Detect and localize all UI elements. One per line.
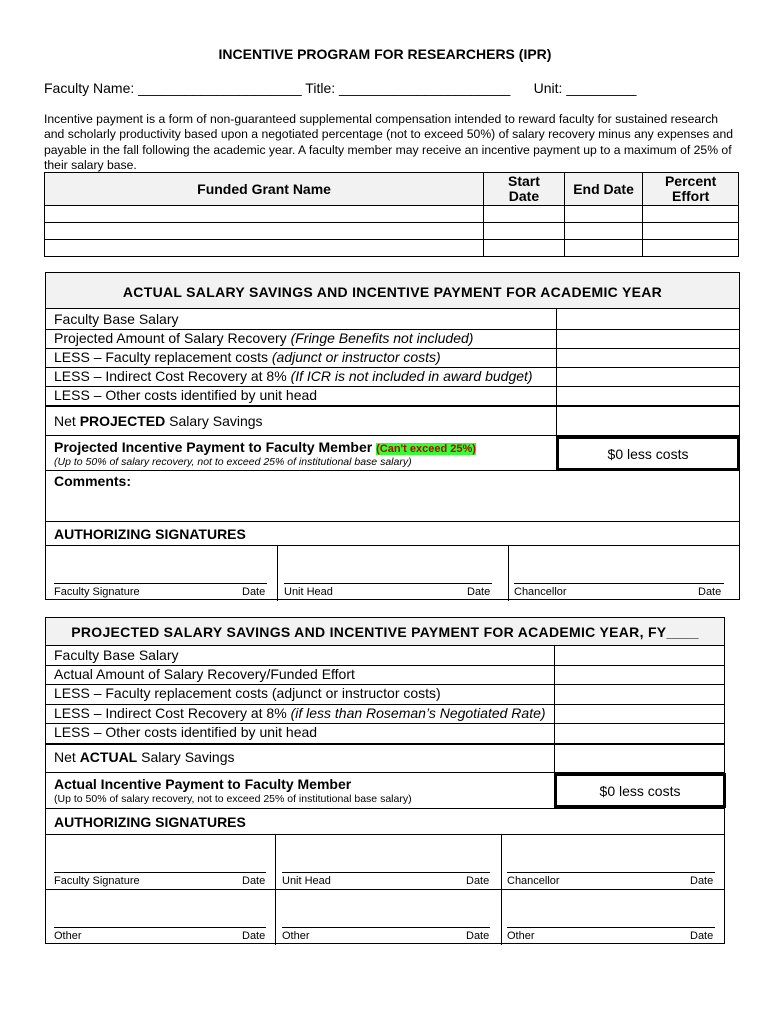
salary-recovery-label: Actual Amount of Salary Recovery/Funded Effort	[54, 666, 355, 682]
label-text: Net	[54, 749, 80, 765]
date-label: Date	[242, 875, 266, 887]
label-text: Salary Savings	[165, 413, 263, 429]
table-cell[interactable]	[564, 206, 643, 223]
incentive-note: (Up to 50% of salary recovery, not to exceed 25% of institutional base salary)	[54, 793, 412, 805]
title-field[interactable]: Title: ______________________	[305, 80, 511, 96]
unit-field[interactable]: Unit: _________	[533, 80, 637, 96]
divider	[46, 470, 739, 471]
table-row	[45, 206, 739, 223]
page-title: INCENTIVE PROGRAM FOR RESEARCHERS (IPR)	[218, 46, 552, 62]
section-heading: ACTUAL SALARY SAVINGS AND INCENTIVE PAYMENT FOR ACADEMIC YEAR	[46, 273, 739, 309]
table-cell[interactable]	[45, 223, 484, 240]
table-cell[interactable]	[643, 206, 739, 223]
incentive-payment-label: Actual Incentive Payment to Faculty Member	[54, 776, 352, 792]
divider	[46, 521, 739, 522]
authorizing-signatures-heading: AUTHORIZING SIGNATURES	[54, 526, 246, 542]
date-label: Date	[690, 875, 714, 887]
divider	[46, 834, 724, 835]
base-salary-label: Faculty Base Salary	[54, 311, 179, 327]
table-cell[interactable]	[564, 240, 643, 257]
signature-line[interactable]	[54, 583, 267, 584]
label-text: Projected Amount of Salary Recovery	[54, 330, 291, 346]
signature-line[interactable]	[507, 927, 715, 928]
date-label: Date	[242, 586, 266, 598]
label-note: (adjunct or instructor costs)	[271, 349, 441, 365]
base-salary-label: Faculty Base Salary	[54, 647, 179, 663]
label-note: (If ICR is not included in award budget)	[290, 368, 533, 384]
label-bold: ACTUAL	[79, 749, 138, 765]
label-bold: PROJECTED	[79, 413, 166, 429]
chancellor-label: Chancellor	[514, 586, 567, 598]
date-label: Date	[690, 930, 714, 942]
end-date-header: End Date	[564, 173, 643, 206]
label-text: Projected Incentive Payment to Faculty Member	[54, 439, 377, 455]
signature-line[interactable]	[514, 583, 724, 584]
start-date-header-text: Start Date	[508, 173, 540, 204]
faculty-signature-label: Faculty Signature	[54, 586, 140, 598]
date-label: Date	[698, 586, 722, 598]
replacement-costs-label: LESS – Faculty replacement costs (adjunct or instructor costs)	[54, 685, 441, 701]
label-note: (Fringe Benefits not included)	[290, 330, 474, 346]
incentive-value-box[interactable]: $0 less costs	[554, 773, 726, 808]
signature-line[interactable]	[54, 872, 266, 873]
label-text: LESS – Indirect Cost Recovery at 8%	[54, 705, 291, 721]
date-label: Date	[466, 930, 490, 942]
label-note: (if less than Roseman’s Negotiated Rate)	[290, 705, 546, 721]
table-cell[interactable]	[643, 223, 739, 240]
divider	[46, 808, 724, 809]
grant-name-header: Funded Grant Name	[45, 173, 484, 206]
unit-head-label: Unit Head	[282, 875, 331, 887]
net-savings-label	[54, 413, 263, 429]
faculty-name-field[interactable]: Faculty Name: _____________________	[44, 80, 302, 96]
authorizing-signatures-heading: AUTHORIZING SIGNATURES	[54, 814, 246, 830]
comments-label: Comments:	[54, 473, 132, 489]
other-costs-label: LESS – Other costs identified by unit head	[54, 724, 318, 740]
divider	[46, 545, 739, 546]
table-cell[interactable]	[643, 240, 739, 257]
other-signature-label: Other	[507, 930, 535, 942]
icr-label	[54, 368, 533, 384]
column-divider	[277, 545, 278, 601]
table-row	[45, 223, 739, 240]
date-label: Date	[467, 586, 491, 598]
column-divider	[508, 545, 509, 601]
date-label: Date	[242, 930, 266, 942]
table-cell[interactable]	[45, 206, 484, 223]
divider	[46, 405, 739, 407]
faculty-signature-label: Faculty Signature	[54, 875, 140, 887]
section-heading: PROJECTED SALARY SAVINGS AND INCENTIVE PAYMENT FOR ACADEMIC YEAR, FY____	[46, 618, 724, 646]
net-savings-label	[54, 749, 235, 765]
label-text: LESS – Indirect Cost Recovery at 8%	[54, 368, 291, 384]
signature-line[interactable]	[284, 583, 492, 584]
actual-savings-section	[45, 272, 740, 600]
projected-savings-section	[45, 617, 725, 944]
table-cell[interactable]	[484, 240, 565, 257]
divider	[46, 743, 724, 745]
signature-line[interactable]	[54, 927, 266, 928]
table-cell[interactable]	[484, 206, 565, 223]
incentive-note: (Up to 50% of salary recovery, not to exceed 25% of institutional base salary)	[54, 456, 412, 468]
intro-paragraph: Incentive payment is a form of non-guaranteed supplemental compensation intended to reward faculty for sustained research and scholarly productivity based upon a negotiated percentage (not to exceed 50%) of salary recovery minus any expenses and payable in the fall following the academic year. A faculty member may receive an incentive payment up to a maximum of 25% of their salary base.	[44, 112, 734, 173]
other-signature-label: Other	[54, 930, 82, 942]
table-row	[45, 240, 739, 257]
header-fields	[44, 80, 636, 96]
divider	[46, 889, 724, 890]
percent-effort-header-text: Percent Effort	[664, 173, 717, 204]
replacement-costs-label	[54, 349, 441, 365]
signature-line[interactable]	[282, 927, 490, 928]
other-signature-label: Other	[282, 930, 310, 942]
grant-table	[44, 172, 739, 257]
other-costs-label: LESS – Other costs identified by unit head	[54, 387, 318, 403]
chancellor-label: Chancellor	[507, 875, 560, 887]
grant-table-header	[45, 173, 739, 206]
table-cell[interactable]	[45, 240, 484, 257]
date-label: Date	[466, 875, 490, 887]
incentive-value-box[interactable]: $0 less costs	[556, 436, 740, 471]
cap-warning-badge: (Can't exceed 25%)	[376, 443, 476, 455]
signature-line[interactable]	[507, 872, 715, 873]
label-text: Salary Savings	[137, 749, 235, 765]
label-text: Net	[54, 413, 80, 429]
start-date-header	[484, 173, 565, 206]
signature-line[interactable]	[282, 872, 490, 873]
table-cell[interactable]	[564, 223, 643, 240]
table-cell[interactable]	[484, 223, 565, 240]
icr-label	[54, 705, 546, 721]
incentive-payment-label	[54, 439, 476, 455]
unit-head-label: Unit Head	[284, 586, 333, 598]
label-text: LESS – Faculty replacement costs	[54, 349, 272, 365]
percent-effort-header	[643, 173, 739, 206]
salary-recovery-label	[54, 330, 473, 346]
